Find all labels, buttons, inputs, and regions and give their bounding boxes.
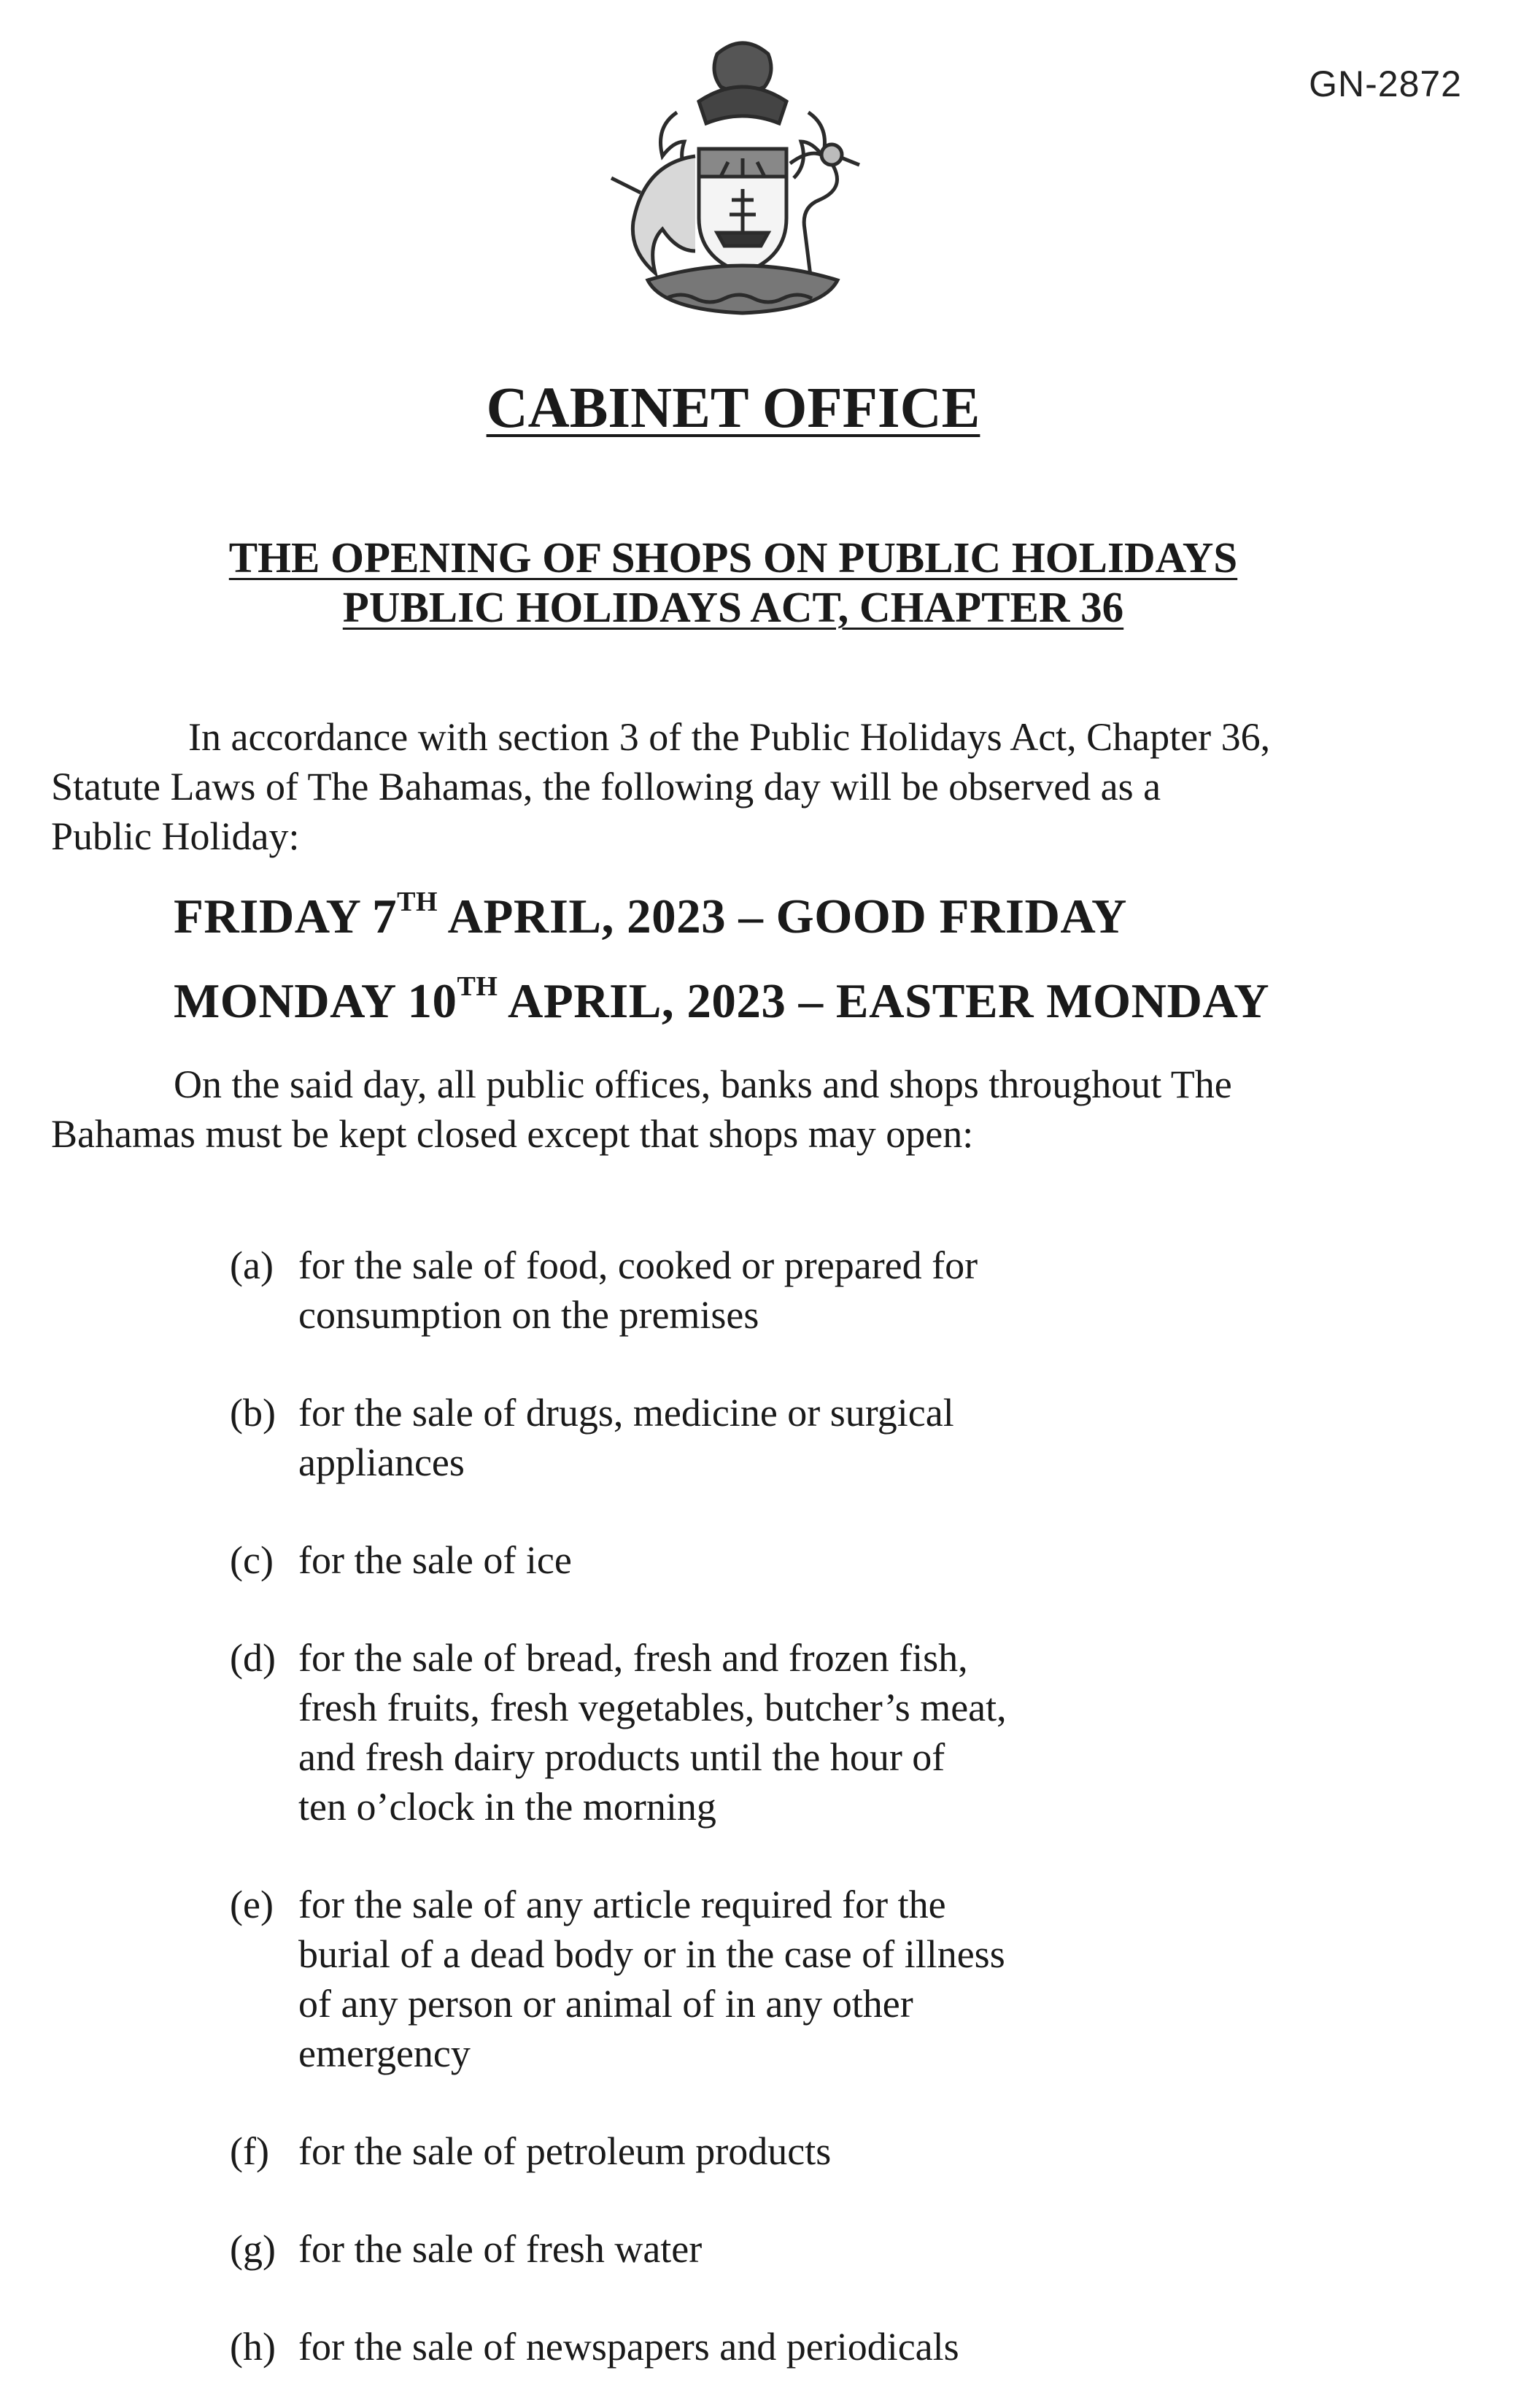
exception-marker: (b) bbox=[230, 1391, 276, 1435]
exception-text: ten o’clock in the morning bbox=[298, 1785, 716, 1829]
exception-text: and fresh dairy products until the hour of bbox=[298, 1735, 945, 1779]
holiday-weekday-day: MONDAY 10 bbox=[174, 974, 457, 1028]
exception-text: for the sale of any article required for the bbox=[298, 1883, 946, 1926]
holiday-good-friday bbox=[174, 889, 1127, 945]
intro-paragraph bbox=[51, 712, 1503, 861]
exception-text: for the sale of petroleum products bbox=[298, 2129, 832, 2173]
exception-text: emergency bbox=[298, 2031, 471, 2075]
exception-text: burial of a dead body or in the case of illness bbox=[298, 1932, 1005, 1976]
holiday-easter-monday bbox=[174, 973, 1269, 1030]
intro-line-1: In accordance with section 3 of the Public Holidays Act, Chapter 36, bbox=[188, 715, 1271, 759]
exceptions-list bbox=[230, 1240, 1470, 2372]
holiday-date-name: APRIL, 2023 – EASTER MONDAY bbox=[498, 974, 1270, 1028]
exception-item-f bbox=[230, 2126, 1470, 2176]
notice-headline-line-1: THE OPENING OF SHOPS ON PUBLIC HOLIDAYS bbox=[228, 533, 1238, 582]
holiday-ordinal: TH bbox=[397, 887, 438, 917]
holiday-date-name: APRIL, 2023 – GOOD FRIDAY bbox=[438, 890, 1127, 943]
exception-item-a bbox=[230, 1240, 1470, 1340]
exception-item-c bbox=[230, 1535, 1470, 1585]
holiday-ordinal: TH bbox=[457, 971, 498, 1002]
exception-text: for the sale of ice bbox=[298, 1538, 572, 1582]
exception-item-g bbox=[230, 2224, 1470, 2274]
exception-item-d bbox=[230, 1633, 1470, 1832]
exception-marker: (a) bbox=[230, 1243, 274, 1287]
bahamas-coat-of-arms-icon bbox=[597, 32, 889, 339]
exception-item-b bbox=[230, 1388, 1470, 1487]
exception-text: fresh fruits, fresh vegetables, butcher’s meat, bbox=[298, 1686, 1007, 1729]
exception-text: for the sale of bread, fresh and frozen fish, bbox=[298, 1636, 968, 1680]
notice-headline-line-2: PUBLIC HOLIDAYS ACT, CHAPTER 36 bbox=[342, 583, 1124, 631]
holiday-weekday-day: FRIDAY 7 bbox=[174, 890, 398, 943]
exception-marker: (h) bbox=[230, 2325, 276, 2369]
closure-line-2: Bahamas must be kept closed except that shops may open: bbox=[51, 1112, 974, 1156]
exception-marker: (d) bbox=[230, 1636, 276, 1680]
exception-marker: (e) bbox=[230, 1883, 274, 1926]
exception-marker: (c) bbox=[230, 1538, 274, 1582]
exception-item-h bbox=[230, 2322, 1470, 2372]
exception-item-e bbox=[230, 1880, 1470, 2078]
exception-text: consumption on the premises bbox=[298, 1293, 759, 1337]
notice-number: GN-2872 bbox=[1309, 63, 1462, 104]
intro-line-2: Statute Laws of The Bahamas, the following day will be observed as a bbox=[51, 765, 1161, 809]
exception-text: for the sale of fresh water bbox=[298, 2227, 703, 2271]
exception-text: of any person or animal of in any other bbox=[298, 1982, 913, 2026]
exception-text: for the sale of drugs, medicine or surgical bbox=[298, 1391, 954, 1435]
exception-marker: (g) bbox=[230, 2227, 276, 2271]
exception-text: for the sale of food, cooked or prepared for bbox=[298, 1243, 978, 1287]
closure-paragraph bbox=[51, 1060, 1503, 1159]
office-title: CABINET OFFICE bbox=[486, 377, 980, 440]
exception-marker: (f) bbox=[230, 2129, 269, 2173]
intro-line-3: Public Holiday: bbox=[51, 814, 300, 858]
closure-line-1: On the said day, all public offices, banks and shops throughout The bbox=[174, 1062, 1232, 1106]
exception-text: appliances bbox=[298, 1440, 465, 1484]
exception-text: for the sale of newspapers and periodicals bbox=[298, 2325, 959, 2369]
